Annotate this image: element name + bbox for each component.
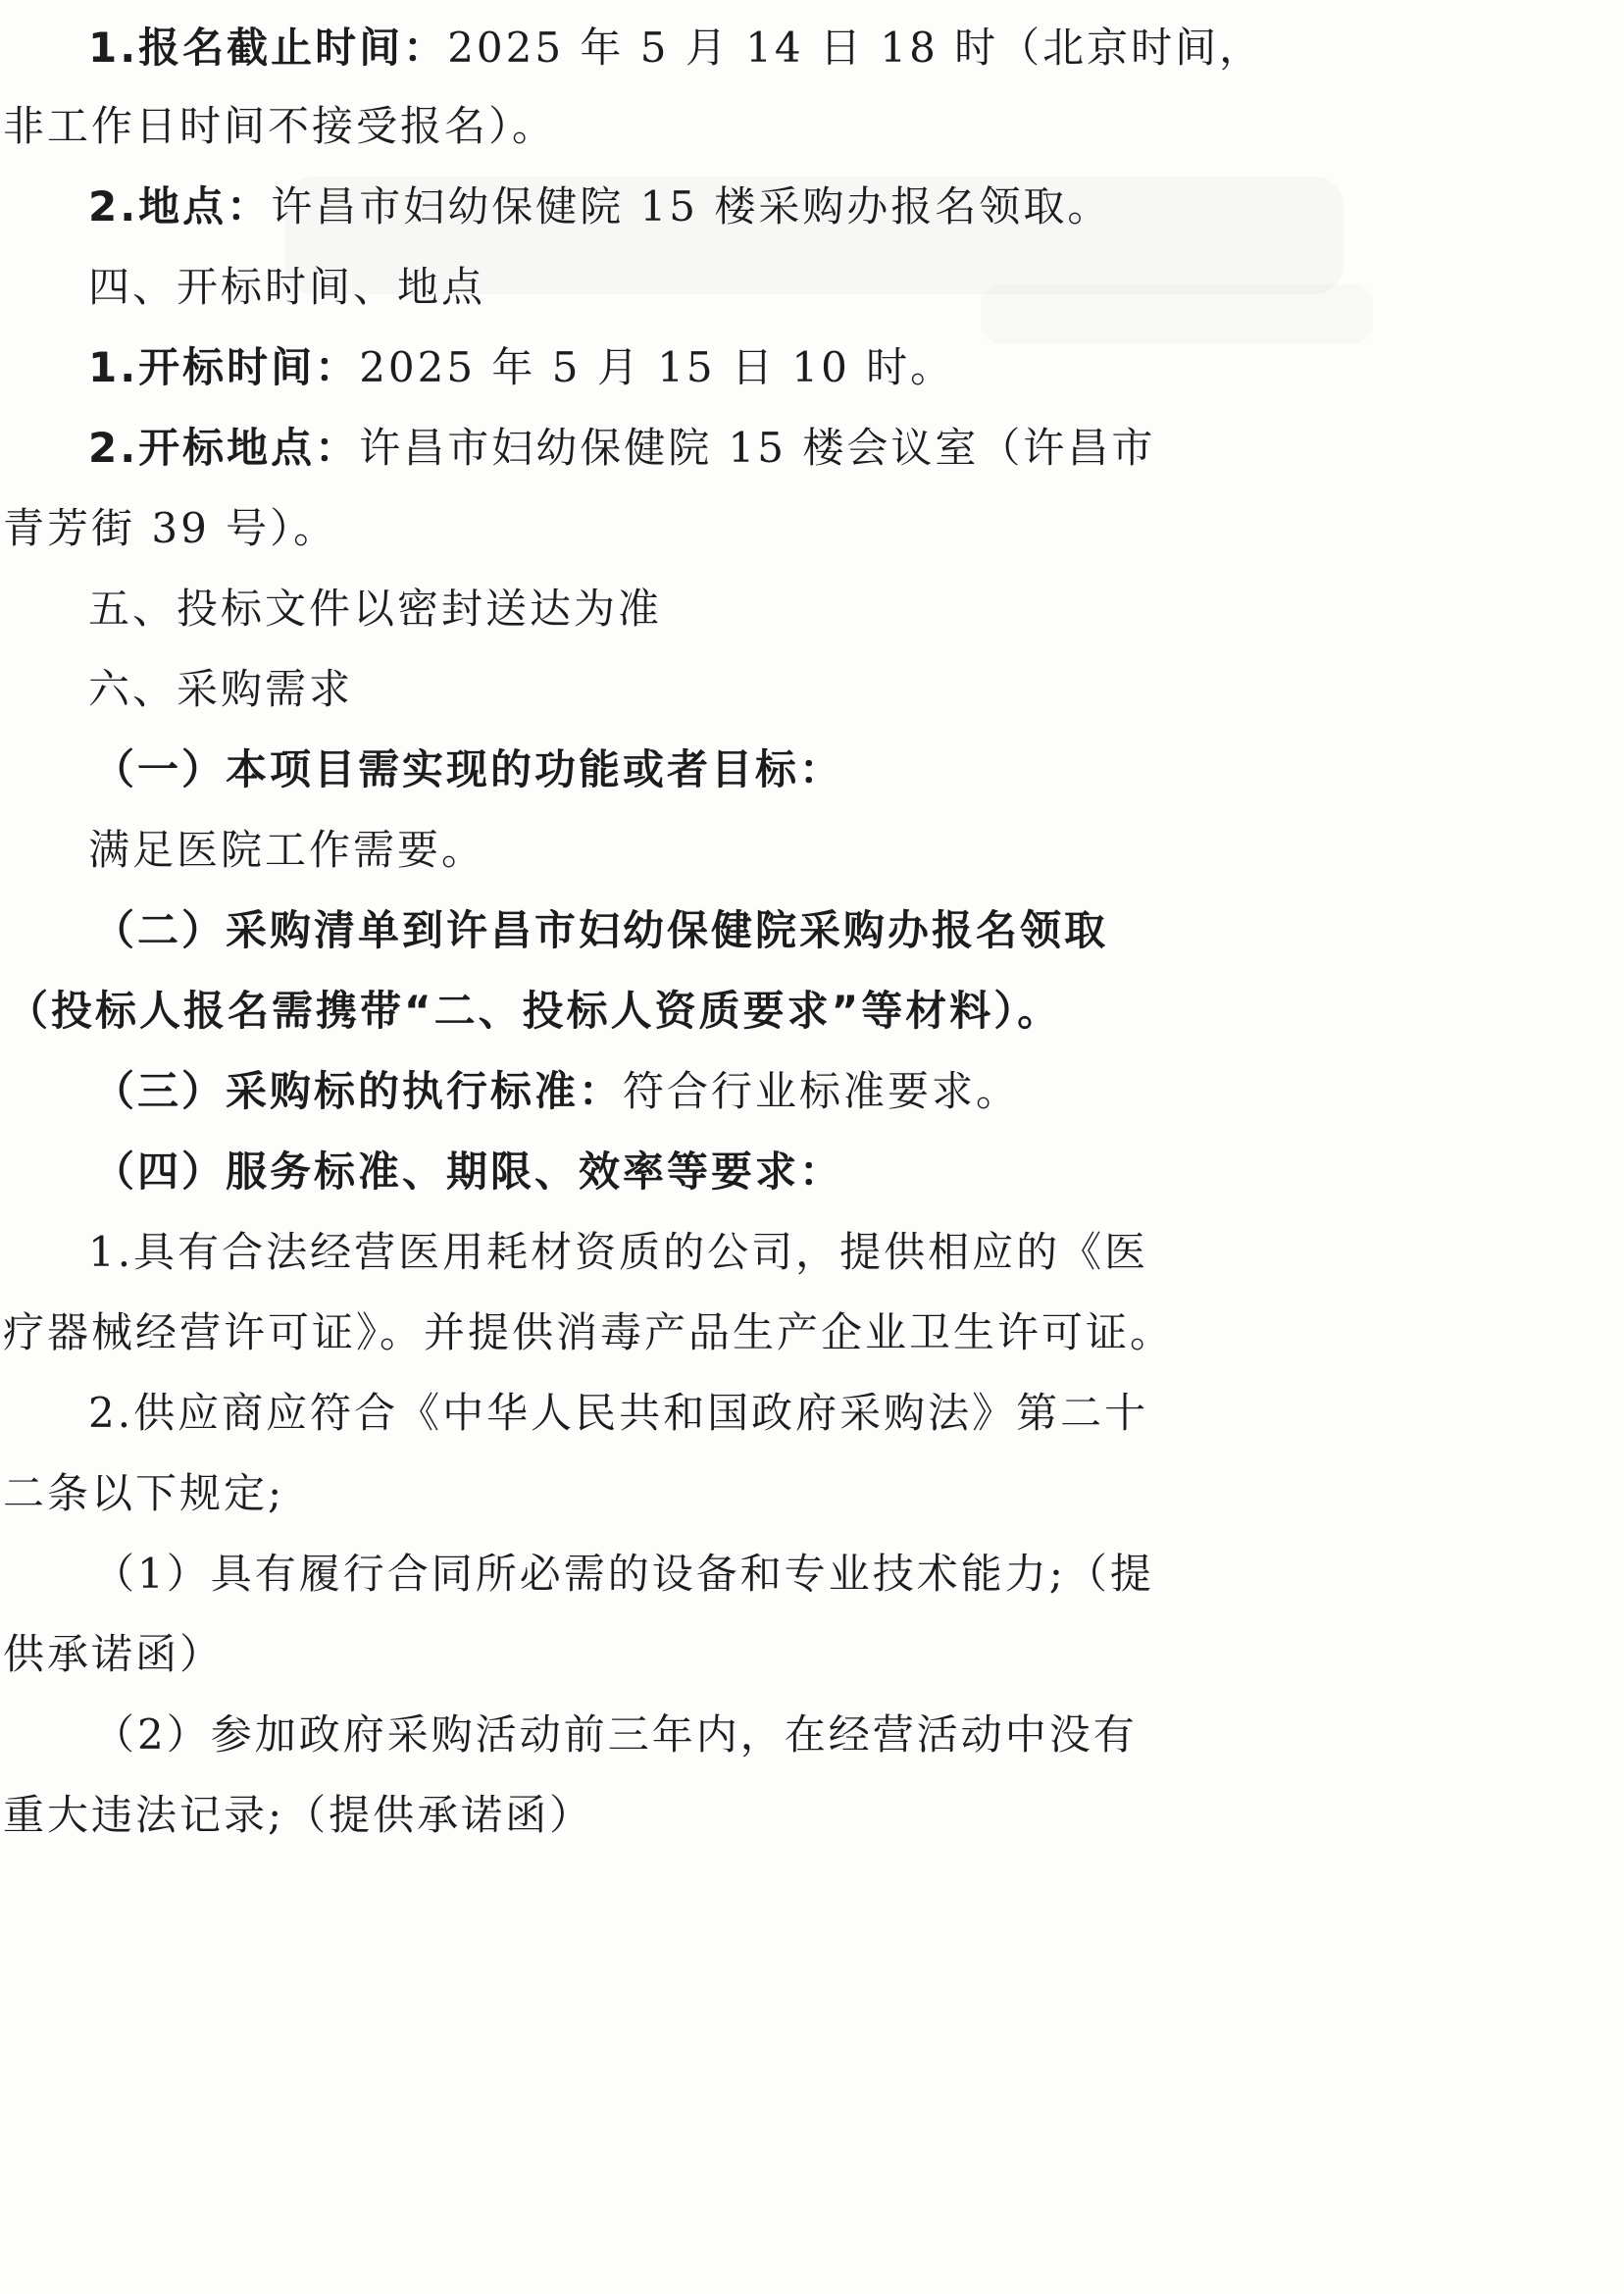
section-heading — [88, 585, 663, 633]
line-text: 二条以下规定; — [3, 1469, 285, 1517]
doc-line — [3, 1630, 225, 1678]
line-label: （一）本项目需实现的功能或者目标： — [93, 745, 844, 793]
heading-text: 六、采购需求 — [88, 665, 354, 713]
doc-line — [88, 826, 486, 874]
line-text: 许昌市妇幼保健院 15 楼采购办报名领取。 — [271, 182, 1112, 230]
line-text: 非工作日时间不接受报名）。 — [3, 102, 557, 150]
line-text: 青芳街 39 号）。 — [3, 504, 338, 552]
line-text: （2）参加政府采购活动前三年内，在经营活动中没有 — [93, 1710, 1138, 1759]
doc-line — [93, 906, 1109, 954]
line-text: 符合行业标准要求。 — [623, 1067, 1021, 1115]
doc-line — [88, 1228, 1149, 1276]
line-text: 满足医院工作需要。 — [88, 826, 486, 874]
heading-text: 四、开标时间、地点 — [88, 263, 486, 311]
line-label: 2.地点： — [88, 182, 272, 230]
heading-text: 五、投标文件以密封送达为准 — [88, 585, 663, 633]
line-label: （投标人报名需携带“二、投标人资质要求”等材料）。 — [7, 987, 1062, 1035]
line-text: 2025 年 5 月 14 日 18 时（北京时间， — [447, 24, 1264, 72]
doc-line — [88, 182, 1112, 230]
line-text: 2.供应商应符合《中华人民共和国政府采购法》第二十 — [88, 1389, 1149, 1437]
doc-line — [93, 1067, 1021, 1115]
doc-line — [93, 1147, 844, 1196]
doc-line — [88, 1389, 1149, 1437]
section-heading — [88, 665, 354, 713]
doc-line — [3, 504, 338, 552]
doc-line — [93, 1550, 1154, 1598]
line-label: （四）服务标准、期限、效率等要求： — [93, 1147, 844, 1196]
doc-line — [3, 1308, 1175, 1356]
line-label: 2.开标地点： — [88, 424, 360, 472]
line-text: 许昌市妇幼保健院 15 楼会议室（许昌市 — [359, 424, 1156, 472]
section-heading — [88, 263, 486, 311]
line-text: 疗器械经营许可证》。并提供消毒产品生产企业卫生许可证。 — [3, 1308, 1175, 1356]
doc-line — [7, 987, 1062, 1035]
line-label: （二）采购清单到许昌市妇幼保健院采购办报名领取 — [93, 906, 1109, 954]
line-text: （1）具有履行合同所必需的设备和专业技术能力;（提 — [93, 1550, 1154, 1598]
line-text: 重大违法记录;（提供承诺函） — [3, 1791, 594, 1839]
doc-line — [93, 1710, 1138, 1759]
line-text: 1.具有合法经营医用耗材资质的公司，提供相应的《医 — [88, 1228, 1149, 1276]
line-text: 2025 年 5 月 15 日 10 时。 — [359, 343, 955, 391]
doc-line — [88, 424, 1156, 472]
doc-line — [88, 24, 1264, 72]
doc-line — [88, 343, 955, 391]
doc-line — [3, 102, 557, 150]
line-label: （三）采购标的执行标准： — [93, 1067, 624, 1115]
line-label: 1.报名截止时间： — [88, 24, 448, 72]
line-label: 1.开标时间： — [88, 343, 360, 391]
show-through-shading — [981, 284, 1373, 343]
doc-line — [3, 1791, 594, 1839]
doc-line — [3, 1469, 285, 1517]
line-text: 供承诺函） — [3, 1630, 225, 1678]
doc-line — [93, 745, 844, 793]
